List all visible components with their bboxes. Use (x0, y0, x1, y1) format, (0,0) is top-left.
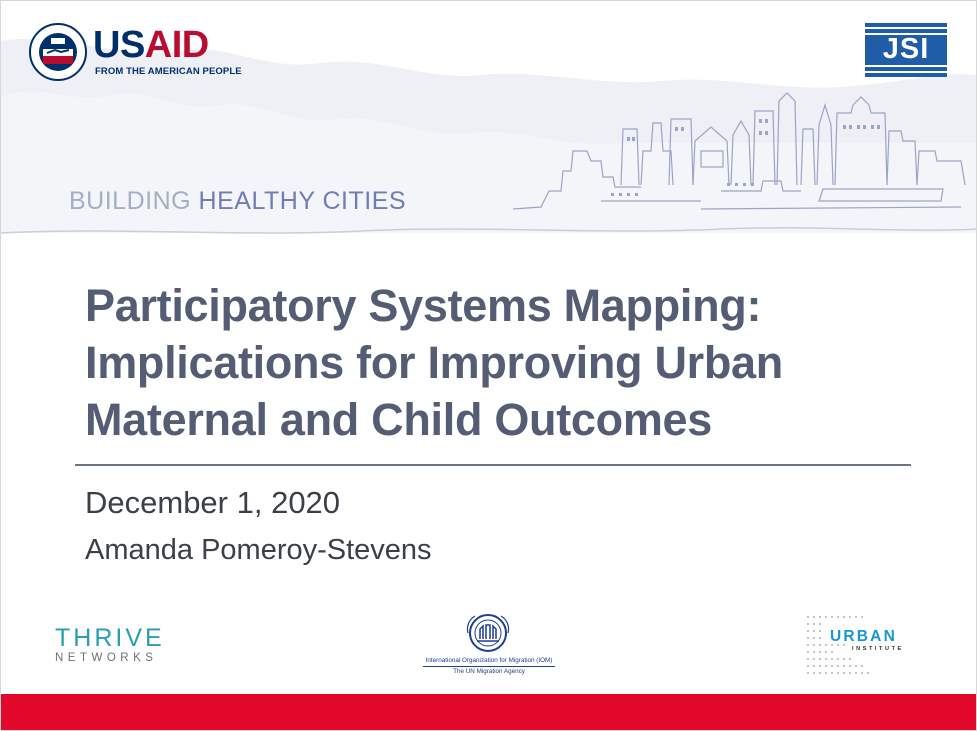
usaid-wordmark (93, 25, 209, 65)
slide-title: Participatory Systems Mapping: Implications for Improving Urban Maternal and Child Outcomes (85, 280, 783, 445)
title-divider (75, 464, 911, 466)
jsi-wordmark: JSI (882, 33, 930, 65)
presenter-name: Amanda Pomeroy-Stevens (85, 534, 432, 566)
program-title-part1: BUILDING (69, 187, 192, 215)
usaid-wordmark-aid: AID (144, 24, 209, 66)
iom-emblem-icon (465, 613, 511, 653)
usaid-wordmark-us: US (93, 24, 145, 66)
iom-rule (423, 666, 555, 667)
thrive-networks-logo (55, 625, 175, 669)
presentation-date: December 1, 2020 (85, 485, 341, 520)
usaid-tagline: FROM THE AMERICAN PEOPLE (95, 66, 242, 77)
footer-bar (1, 694, 977, 731)
program-title (69, 187, 406, 216)
iom-logo (411, 613, 567, 679)
jsi-logo (865, 23, 947, 77)
urban-institute-logo (806, 615, 916, 677)
usaid-logo (29, 23, 244, 83)
urban-subtitle: INSTITUTE (852, 646, 904, 652)
iom-tagline: The UN Migration Agency (453, 668, 525, 675)
thrive-wordmark: THRIVE (55, 624, 165, 652)
iom-name: International Organization for Migration (IOM) (425, 657, 553, 664)
thrive-subtitle: NETWORKS (55, 652, 158, 664)
urban-wordmark: URBAN (830, 628, 897, 645)
usaid-seal-icon (29, 23, 87, 81)
program-title-part2: HEALTHY CITIES (198, 187, 407, 215)
